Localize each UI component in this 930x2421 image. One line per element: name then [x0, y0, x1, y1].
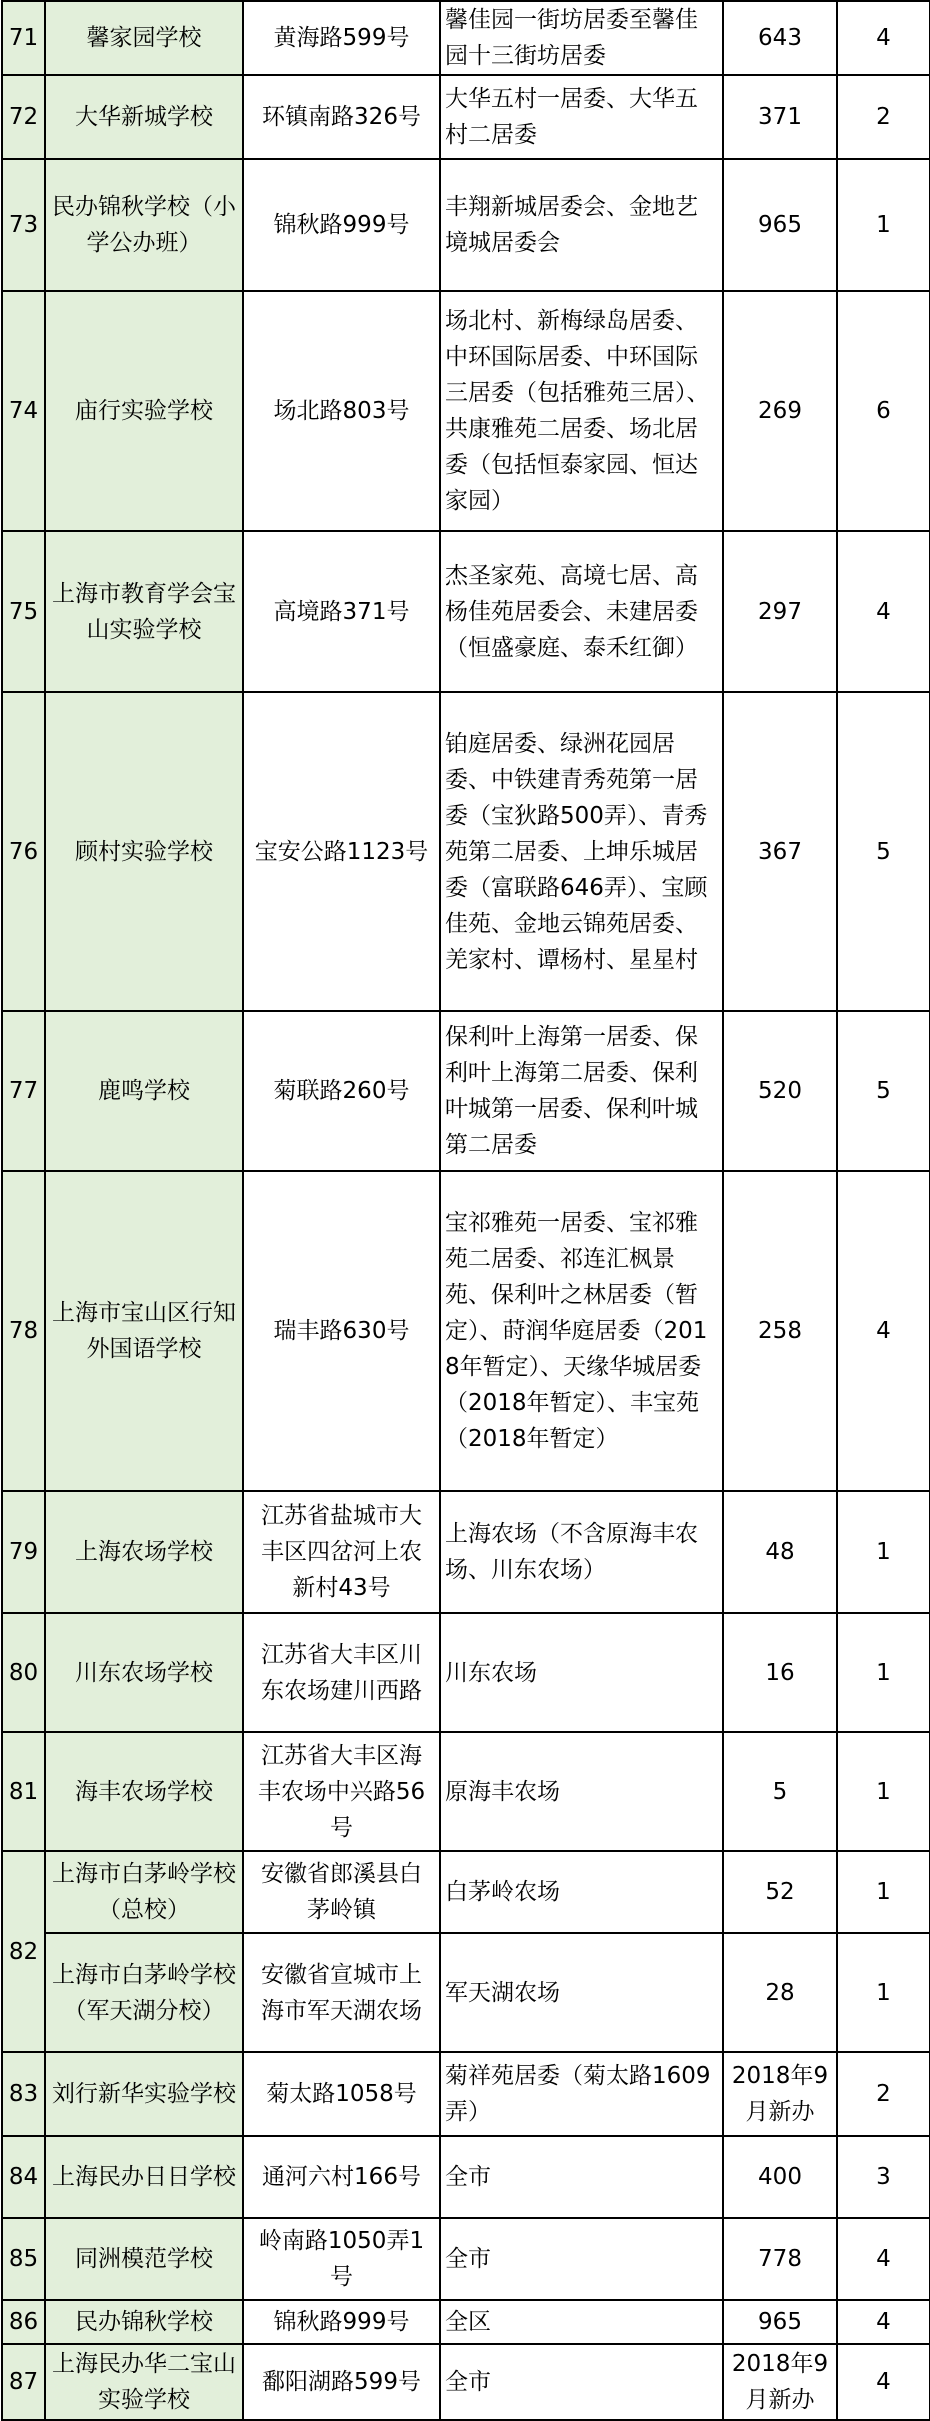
school-name-cell: 馨家园学校 — [45, 1, 243, 75]
quota-cell: 297 — [723, 531, 837, 692]
school-name-cell: 上海民办日日学校 — [45, 2136, 243, 2218]
table-row — [2, 159, 930, 291]
table-row — [2, 2218, 930, 2300]
quota-cell: 371 — [723, 75, 837, 159]
row-number-cell: 78 — [2, 1171, 45, 1491]
classes-cell: 4 — [837, 2218, 930, 2300]
school-name-cell: 上海民办华二宝山实验学校 — [45, 2344, 243, 2420]
row-number-cell: 84 — [2, 2136, 45, 2218]
table-row — [2, 692, 930, 1011]
school-district-table — [1, 0, 930, 2421]
quota-cell: 778 — [723, 2218, 837, 2300]
area-cell: 保利叶上海第一居委、保利叶上海第二居委、保利叶城第一居委、保利叶城第二居委 — [440, 1011, 723, 1171]
quota-cell: 2018年9月新办 — [723, 2052, 837, 2136]
school-name-cell: 同洲模范学校 — [45, 2218, 243, 2300]
area-cell: 丰翔新城居委会、金地艺境城居委会 — [440, 159, 723, 291]
address-cell: 瑞丰路630号 — [243, 1171, 440, 1491]
school-name-cell: 川东农场学校 — [45, 1613, 243, 1732]
school-name-cell: 鹿鸣学校 — [45, 1011, 243, 1171]
school-name-cell: 上海市宝山区行知外国语学校 — [45, 1171, 243, 1491]
quota-cell: 5 — [723, 1732, 837, 1851]
table-row — [2, 75, 930, 159]
row-number-cell: 72 — [2, 75, 45, 159]
classes-cell: 1 — [837, 1851, 930, 1933]
table-row — [2, 1851, 930, 1933]
quota-cell: 965 — [723, 2300, 837, 2344]
address-cell: 通河六村166号 — [243, 2136, 440, 2218]
classes-cell: 1 — [837, 1732, 930, 1851]
address-cell: 锦秋路999号 — [243, 159, 440, 291]
area-cell: 杰圣家苑、高境七居、高杨佳苑居委会、未建居委（恒盛豪庭、泰禾红御） — [440, 531, 723, 692]
address-cell: 安徽省宣城市上海市军天湖农场 — [243, 1933, 440, 2052]
area-cell: 菊祥苑居委（菊太路1609弄） — [440, 2052, 723, 2136]
row-number-cell: 86 — [2, 2300, 45, 2344]
classes-cell: 3 — [837, 2136, 930, 2218]
classes-cell: 5 — [837, 692, 930, 1011]
area-cell: 川东农场 — [440, 1613, 723, 1732]
area-cell: 全市 — [440, 2136, 723, 2218]
address-cell: 场北路803号 — [243, 291, 440, 531]
table-row — [2, 2344, 930, 2420]
row-number-cell: 79 — [2, 1491, 45, 1613]
quota-cell: 52 — [723, 1851, 837, 1933]
table-row — [2, 2300, 930, 2344]
area-cell: 全市 — [440, 2218, 723, 2300]
address-cell: 高境路371号 — [243, 531, 440, 692]
quota-cell: 269 — [723, 291, 837, 531]
classes-cell: 1 — [837, 1613, 930, 1732]
quota-cell: 48 — [723, 1491, 837, 1613]
quota-cell: 28 — [723, 1933, 837, 2052]
classes-cell: 4 — [837, 1171, 930, 1491]
table-row — [2, 1171, 930, 1491]
area-cell: 原海丰农场 — [440, 1732, 723, 1851]
table-row — [2, 531, 930, 692]
address-cell: 菊联路260号 — [243, 1011, 440, 1171]
address-cell: 鄱阳湖路599号 — [243, 2344, 440, 2420]
area-cell: 馨佳园一街坊居委至馨佳园十三街坊居委 — [440, 1, 723, 75]
address-cell: 宝安公路1123号 — [243, 692, 440, 1011]
quota-cell: 643 — [723, 1, 837, 75]
school-name-cell: 民办锦秋学校 — [45, 2300, 243, 2344]
row-number-cell: 87 — [2, 2344, 45, 2420]
quota-cell: 400 — [723, 2136, 837, 2218]
area-cell: 军天湖农场 — [440, 1933, 723, 2052]
classes-cell: 1 — [837, 1933, 930, 2052]
table-row — [2, 1933, 930, 2052]
classes-cell: 6 — [837, 291, 930, 531]
school-name-cell: 上海市白茅岭学校（军天湖分校） — [45, 1933, 243, 2052]
school-name-cell: 顾村实验学校 — [45, 692, 243, 1011]
row-number-cell: 74 — [2, 291, 45, 531]
quota-cell: 2018年9月新办 — [723, 2344, 837, 2420]
classes-cell: 5 — [837, 1011, 930, 1171]
classes-cell: 4 — [837, 2300, 930, 2344]
address-cell: 黄海路599号 — [243, 1, 440, 75]
area-cell: 白茅岭农场 — [440, 1851, 723, 1933]
table-row — [2, 1491, 930, 1613]
school-name-cell: 大华新城学校 — [45, 75, 243, 159]
classes-cell: 4 — [837, 531, 930, 692]
area-cell: 上海农场（不含原海丰农场、川东农场） — [440, 1491, 723, 1613]
table-row — [2, 291, 930, 531]
school-name-cell: 上海市白茅岭学校（总校） — [45, 1851, 243, 1933]
area-cell: 全市 — [440, 2344, 723, 2420]
row-number-cell: 73 — [2, 159, 45, 291]
row-number-cell: 76 — [2, 692, 45, 1011]
table-row — [2, 2136, 930, 2218]
row-number-cell: 85 — [2, 2218, 45, 2300]
quota-cell: 258 — [723, 1171, 837, 1491]
table-row — [2, 2052, 930, 2136]
area-cell: 场北村、新梅绿岛居委、中环国际居委、中环国际三居委（包括雅苑三居）、共康雅苑二居委、场北居委（包括恒泰家园、恒达家园） — [440, 291, 723, 531]
address-cell: 菊太路1058号 — [243, 2052, 440, 2136]
school-name-cell: 民办锦秋学校（小学公办班） — [45, 159, 243, 291]
table-row — [2, 1732, 930, 1851]
classes-cell: 4 — [837, 1, 930, 75]
address-cell: 锦秋路999号 — [243, 2300, 440, 2344]
classes-cell: 4 — [837, 2344, 930, 2420]
table-row — [2, 1613, 930, 1732]
school-name-cell: 刘行新华实验学校 — [45, 2052, 243, 2136]
row-number-cell: 81 — [2, 1732, 45, 1851]
classes-cell: 1 — [837, 1491, 930, 1613]
row-number-cell: 77 — [2, 1011, 45, 1171]
address-cell: 环镇南路326号 — [243, 75, 440, 159]
quota-cell: 965 — [723, 159, 837, 291]
school-name-cell: 上海农场学校 — [45, 1491, 243, 1613]
address-cell: 江苏省大丰区海丰农场中兴路56号 — [243, 1732, 440, 1851]
classes-cell: 2 — [837, 75, 930, 159]
school-name-cell: 上海市教育学会宝山实验学校 — [45, 531, 243, 692]
school-name-cell: 庙行实验学校 — [45, 291, 243, 531]
area-cell: 大华五村一居委、大华五村二居委 — [440, 75, 723, 159]
address-cell: 安徽省郎溪县白茅岭镇 — [243, 1851, 440, 1933]
classes-cell: 2 — [837, 2052, 930, 2136]
quota-cell: 16 — [723, 1613, 837, 1732]
area-cell: 宝祁雅苑一居委、宝祁雅苑二居委、祁连汇枫景苑、保利叶之林居委（暂定）、莳润华庭居委（2018年暂定）、天缘华城居委（2018年暂定）、丰宝苑（2018年暂定） — [440, 1171, 723, 1491]
row-number-cell: 75 — [2, 531, 45, 692]
area-cell: 铂庭居委、绿洲花园居委、中铁建青秀苑第一居委（宝狄路500弄）、青秀苑第二居委、上坤乐城居委（富联路646弄）、宝顾佳苑、金地云锦苑居委、羌家村、谭杨村、星星村 — [440, 692, 723, 1011]
area-cell: 全区 — [440, 2300, 723, 2344]
table-row — [2, 1011, 930, 1171]
quota-cell: 520 — [723, 1011, 837, 1171]
row-number-cell: 83 — [2, 2052, 45, 2136]
address-cell: 江苏省盐城市大丰区四岔河上农新村43号 — [243, 1491, 440, 1613]
table-row — [2, 1, 930, 75]
row-number-cell: 80 — [2, 1613, 45, 1732]
classes-cell: 1 — [837, 159, 930, 291]
address-cell: 岭南路1050弄1号 — [243, 2218, 440, 2300]
school-name-cell: 海丰农场学校 — [45, 1732, 243, 1851]
row-number-cell: 82 — [2, 1851, 45, 2052]
quota-cell: 367 — [723, 692, 837, 1011]
address-cell: 江苏省大丰区川东农场建川西路 — [243, 1613, 440, 1732]
row-number-cell: 71 — [2, 1, 45, 75]
